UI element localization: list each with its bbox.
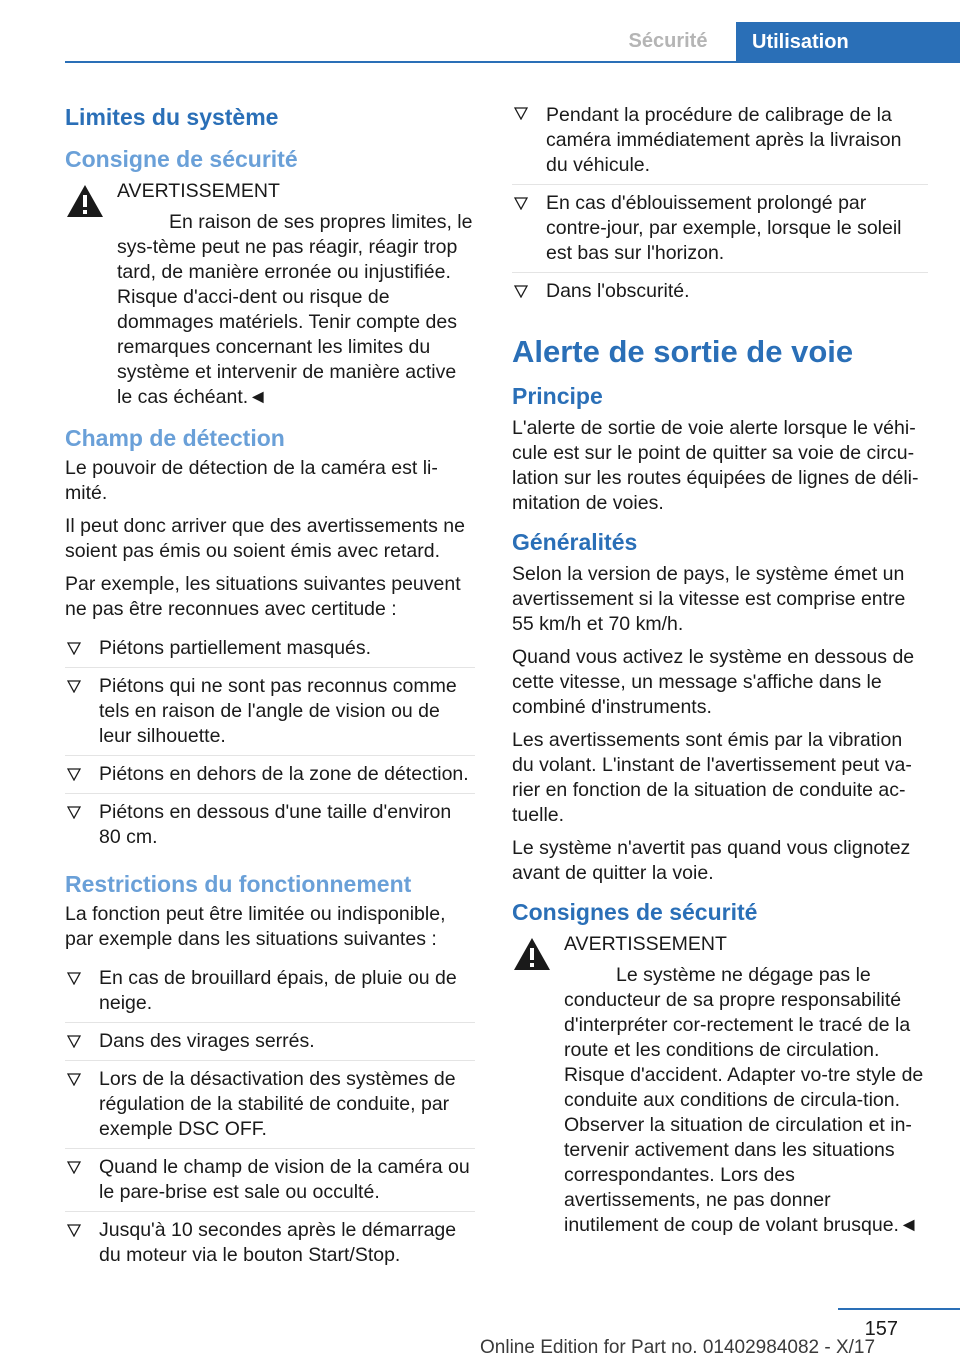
- list-item: Piétons en dessous d'une taille d'environ 80 cm.: [65, 794, 475, 856]
- list-item: En cas d'éblouissement prolongé par contre-jour, par exemple, lorsque le soleil est bas sur l'horizon.: [512, 185, 928, 273]
- list-item: Dans l'obscurité.: [512, 273, 928, 310]
- paragraph: Les avertissements sont émis par la vibration du volant. L'instant de l'avertissement peut va-rier en fonction de la situation de conduite ac-tuelle.: [512, 729, 912, 826]
- triangle-bullet-icon: [67, 806, 81, 819]
- warning-block: [512, 932, 928, 1238]
- heading-safety-note: Consigne de sécurité: [65, 146, 298, 172]
- triangle-bullet-icon: [67, 642, 81, 655]
- section-tab-utilisation[interactable]: Utilisation: [736, 22, 960, 62]
- warning-triangle-icon: [512, 936, 552, 972]
- right-column: [512, 95, 928, 1246]
- paragraph: Le pouvoir de détection de la caméra est li-mité.: [65, 457, 438, 504]
- list-item: Piétons en dehors de la zone de détection.: [65, 756, 475, 794]
- list-item: Dans des virages serrés.: [65, 1023, 475, 1061]
- warning-text: En raison de ses propres limites, le sys-tème peut ne pas réagir, réagir trop tard, de manière erronée ou injustifiée. Risque d'acci-dent ou risque de dommages matériels. Tenir compte des remarques concernant les limites du système et intervenir de manière active le cas échéant.◄: [117, 211, 473, 408]
- paragraph: La fonction peut être limitée ou indisponible, par exemple dans les situations suivantes :: [65, 903, 446, 950]
- triangle-bullet-icon: [514, 107, 528, 120]
- triangle-bullet-icon: [67, 1224, 81, 1237]
- paragraph: Quand vous activez le système en dessous de cette vitesse, un message s'affiche dans le combiné d'instruments.: [512, 646, 915, 718]
- paragraph: Par exemple, les situations suivantes peuvent ne pas être reconnues avec certitude :: [65, 573, 461, 620]
- triangle-bullet-icon: [67, 680, 81, 693]
- warning-triangle-icon: [65, 183, 105, 219]
- heading-safety-notes: Consignes de sécurité: [512, 899, 758, 925]
- bullet-list: [512, 95, 928, 310]
- header-divider: [65, 61, 960, 63]
- triangle-bullet-icon: [514, 197, 528, 210]
- list-item: Quand le champ de vision de la caméra ou le pare-brise est sale ou occulté.: [65, 1149, 475, 1212]
- section-tab-securite[interactable]: Sécurité: [628, 30, 708, 52]
- page-header: [0, 0, 960, 62]
- warning-block: [65, 179, 475, 410]
- list-item: Pendant la procédure de calibrage de la caméra immédiatement après la livraison du véhicule.: [512, 95, 928, 185]
- warning-text: Le système ne dégage pas le conducteur de sa propre responsabilité d'interpréter cor-rectement le tracé de la route et les conditions de circulation. Risque d'accident. Adapter vo-tre style de conduite aux conditions de circula-tion. Observer la situation de circulation et in-tervenir activement dans les situations correspondantes. Lors des avertissements, ne pas donner inutilement de coup de volant brusque.◄: [564, 964, 924, 1236]
- triangle-bullet-icon: [67, 1161, 81, 1174]
- triangle-bullet-icon: [67, 1035, 81, 1048]
- bullet-list: [65, 960, 475, 1274]
- paragraph: Selon la version de pays, le système émet un avertissement si la vitesse est comprise entre 55 km/h et 70 km/h.: [512, 563, 906, 635]
- paragraph: L'alerte de sortie de voie alerte lorsque le véhi-cule est sur le point de quitter sa voie de circu-lation sur les routes équipées de lignes de déli-mitation de voies.: [512, 417, 919, 514]
- footer-divider: [838, 1308, 960, 1310]
- paragraph: Il peut donc arriver que des avertissements ne soient pas émis ou soient émis avec retard.: [65, 515, 465, 562]
- triangle-bullet-icon: [67, 768, 81, 781]
- page-number: 157: [864, 1318, 898, 1340]
- warning-title: AVERTISSEMENT: [117, 180, 280, 202]
- paragraph: Le système n'avertit pas quand vous clignotez avant de quitter la voie.: [512, 837, 911, 884]
- heading-principle: Principe: [512, 383, 603, 409]
- list-item: Jusqu'à 10 secondes après le démarrage du moteur via le bouton Start/Stop.: [65, 1212, 475, 1274]
- list-item: Piétons partiellement masqués.: [65, 630, 475, 668]
- bullet-list: [65, 630, 475, 856]
- list-item: En cas de brouillard épais, de pluie ou de neige.: [65, 960, 475, 1023]
- list-item: Piétons qui ne sont pas reconnus comme tels en raison de l'angle de vision ou de leur silhouette.: [65, 668, 475, 756]
- left-column: [65, 95, 475, 1280]
- warning-title: AVERTISSEMENT: [564, 933, 727, 955]
- heading-detection-range: Champ de détection: [65, 425, 285, 451]
- list-item: Lors de la désactivation des systèmes de régulation de la stabilité de conduite, par exemple DSC OFF.: [65, 1061, 475, 1149]
- triangle-bullet-icon: [514, 285, 528, 298]
- heading-function-restrictions: Restrictions du fonctionnement: [65, 871, 412, 897]
- heading-general: Généralités: [512, 529, 638, 555]
- heading-system-limits: Limites du système: [65, 104, 279, 130]
- triangle-bullet-icon: [67, 972, 81, 985]
- heading-lane-departure-warning: Alerte de sortie de voie: [512, 334, 854, 369]
- edition-footer: Online Edition for Part no. 01402984082 - X/17: [480, 1337, 876, 1358]
- triangle-bullet-icon: [67, 1073, 81, 1086]
